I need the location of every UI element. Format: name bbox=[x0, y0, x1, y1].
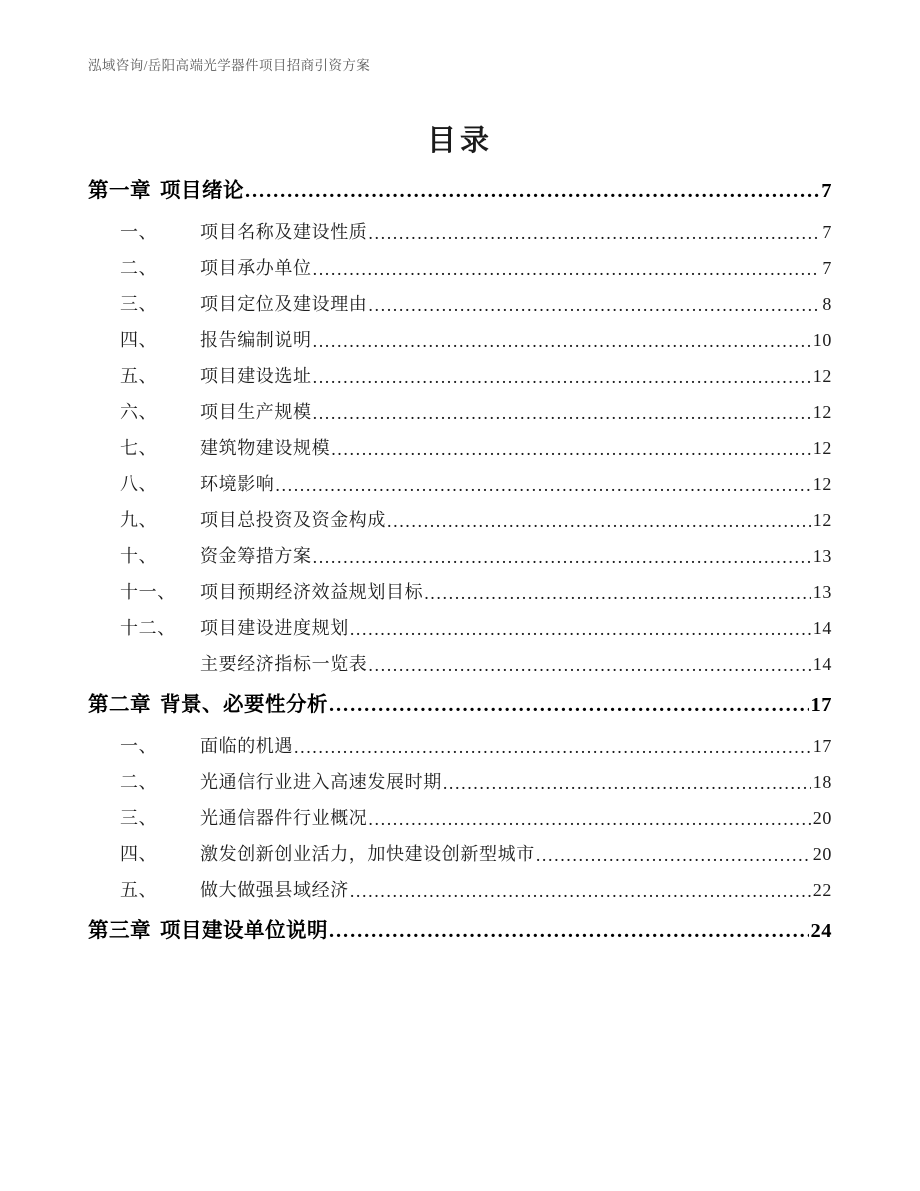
toc-leader-dots bbox=[313, 332, 811, 350]
toc-section-entry[interactable] bbox=[88, 220, 832, 245]
toc-entry-number: 七、 bbox=[120, 438, 158, 458]
toc-leader-dots bbox=[387, 512, 811, 530]
toc-entry-number: 四、 bbox=[120, 330, 158, 350]
toc-section-entry[interactable] bbox=[88, 878, 832, 903]
toc-leader-dots bbox=[245, 181, 819, 202]
toc-entry-page-number: 22 bbox=[812, 880, 832, 900]
toc-entry-number: 第一章 bbox=[88, 180, 151, 202]
toc-entry-label: 项目预期经济效益规划目标 bbox=[200, 582, 424, 602]
toc-entry-number: 六、 bbox=[120, 402, 158, 422]
toc-entry-number: 八、 bbox=[120, 474, 158, 494]
toc-entry-number: 九、 bbox=[120, 510, 158, 530]
toc-entry-page-number: 14 bbox=[812, 618, 832, 638]
toc-entry-number: 五、 bbox=[120, 366, 158, 386]
toc-section-entry[interactable] bbox=[88, 508, 832, 533]
toc-section-entry[interactable] bbox=[88, 436, 832, 461]
toc-entry-label: 项目定位及建设理由 bbox=[200, 294, 368, 314]
toc-entry-number: 二、 bbox=[120, 772, 158, 792]
toc-section-entry[interactable] bbox=[88, 400, 832, 425]
toc-entry-page-number: 12 bbox=[812, 510, 832, 530]
toc-entry-number: 二、 bbox=[120, 258, 158, 278]
toc-entry-label: 主要经济指标一览表 bbox=[200, 654, 368, 674]
toc-leader-dots bbox=[368, 224, 820, 242]
toc-entry-number: 十一、 bbox=[120, 582, 176, 602]
toc-leader-dots bbox=[275, 476, 810, 494]
toc-section-entry[interactable] bbox=[88, 770, 832, 795]
toc-section-entry[interactable] bbox=[88, 256, 832, 281]
toc-leader-dots bbox=[294, 738, 811, 756]
toc-entry-label: 报告编制说明 bbox=[200, 330, 312, 350]
toc-leader-dots bbox=[331, 440, 811, 458]
toc-entry-page-number: 12 bbox=[812, 474, 832, 494]
toc-entry-label: 建筑物建设规模 bbox=[200, 438, 331, 458]
toc-entry-label: 做大做强县域经济 bbox=[200, 880, 349, 900]
toc-entry-page-number: 18 bbox=[812, 772, 832, 792]
toc-section-entry[interactable] bbox=[88, 472, 832, 497]
toc-entry-label: 光通信行业进入高速发展时期 bbox=[200, 772, 442, 792]
page-title: 目录 bbox=[426, 125, 493, 157]
toc-leader-dots bbox=[350, 620, 811, 638]
toc-entry-label: 项目承办单位 bbox=[200, 258, 312, 278]
toc-entry-number: 五、 bbox=[120, 880, 158, 900]
toc-entry-page-number: 12 bbox=[812, 366, 832, 386]
toc-entry-page-number: 8 bbox=[822, 294, 832, 314]
toc-entry-page-number: 7 bbox=[822, 258, 832, 278]
toc-entry-label: 项目名称及建设性质 bbox=[200, 222, 368, 242]
toc-entry-page-number: 20 bbox=[812, 808, 832, 828]
toc-entry-number: 三、 bbox=[120, 294, 158, 314]
toc-leader-dots bbox=[313, 260, 821, 278]
toc-entry-label: 项目建设选址 bbox=[200, 366, 312, 386]
toc-section-entry[interactable] bbox=[88, 806, 832, 831]
toc-leader-dots bbox=[536, 846, 811, 864]
toc-entry-number: 一、 bbox=[120, 736, 158, 756]
toc-entry-label: 面临的机遇 bbox=[200, 736, 293, 756]
toc-entry-page-number: 7 bbox=[821, 180, 832, 202]
toc-entry-page-number: 20 bbox=[812, 844, 832, 864]
toc-entry-label: 环境影响 bbox=[200, 474, 275, 494]
toc-entry-page-number: 12 bbox=[812, 438, 832, 458]
toc-entry-label: 激发创新创业活力，加快建设创新型城市 bbox=[200, 844, 535, 864]
toc-entry-label: 项目绪论 bbox=[160, 180, 244, 202]
toc-entry-page-number: 10 bbox=[812, 330, 832, 350]
toc-section-entry[interactable] bbox=[88, 652, 832, 677]
toc-entry-label: 资金筹措方案 bbox=[200, 546, 312, 566]
toc-entry-label: 背景、必要性分析 bbox=[160, 694, 328, 716]
toc-entry-page-number: 12 bbox=[812, 402, 832, 422]
toc-leader-dots bbox=[368, 296, 820, 314]
toc-leader-dots bbox=[424, 584, 811, 602]
toc-entry-page-number: 14 bbox=[812, 654, 832, 674]
toc-chapter-entry[interactable] bbox=[88, 178, 832, 205]
toc-entry-number: 十、 bbox=[120, 546, 158, 566]
toc-entry-page-number: 7 bbox=[822, 222, 832, 242]
toc-entry-number: 第二章 bbox=[88, 694, 151, 716]
toc-section-entry[interactable] bbox=[88, 734, 832, 759]
toc-section-entry[interactable] bbox=[88, 544, 832, 569]
toc-section-entry[interactable] bbox=[88, 842, 832, 867]
toc-entry-page-number: 13 bbox=[812, 582, 832, 602]
toc-entry-label: 光通信器件行业概况 bbox=[200, 808, 368, 828]
toc-chapter-entry[interactable] bbox=[88, 918, 832, 945]
toc-leader-dots bbox=[368, 656, 810, 674]
toc-entry-page-number: 17 bbox=[812, 736, 832, 756]
toc-entry-number: 四、 bbox=[120, 844, 158, 864]
toc-entry-page-number: 13 bbox=[812, 546, 832, 566]
toc-entry-label: 项目建设单位说明 bbox=[160, 920, 328, 942]
toc-entry-number: 三、 bbox=[120, 808, 158, 828]
table-of-contents bbox=[88, 178, 832, 960]
toc-entry-label: 项目总投资及资金构成 bbox=[200, 510, 386, 530]
toc-leader-dots bbox=[368, 810, 810, 828]
toc-leader-dots bbox=[329, 921, 809, 942]
toc-leader-dots bbox=[350, 882, 811, 900]
toc-chapter-entry[interactable] bbox=[88, 692, 832, 719]
toc-entry-label: 项目建设进度规划 bbox=[200, 618, 349, 638]
toc-leader-dots bbox=[313, 404, 811, 422]
toc-entry-label: 项目生产规模 bbox=[200, 402, 312, 422]
toc-entry-number: 第三章 bbox=[88, 920, 151, 942]
toc-entry-number: 一、 bbox=[120, 222, 158, 242]
running-header: 泓域咨询/岳阳高端光学器件项目招商引资方案 bbox=[88, 58, 371, 73]
toc-section-entry[interactable] bbox=[88, 580, 832, 605]
toc-entry-page-number: 24 bbox=[810, 920, 832, 942]
toc-leader-dots bbox=[329, 695, 809, 716]
toc-section-entry[interactable] bbox=[88, 328, 832, 353]
toc-entry-page-number: 17 bbox=[810, 694, 832, 716]
toc-section-entry[interactable] bbox=[88, 292, 832, 317]
toc-leader-dots bbox=[313, 548, 811, 566]
toc-entry-number: 十二、 bbox=[120, 618, 176, 638]
toc-leader-dots bbox=[443, 774, 811, 792]
toc-section-entry[interactable] bbox=[88, 616, 832, 641]
toc-leader-dots bbox=[313, 368, 811, 386]
toc-section-entry[interactable] bbox=[88, 364, 832, 389]
